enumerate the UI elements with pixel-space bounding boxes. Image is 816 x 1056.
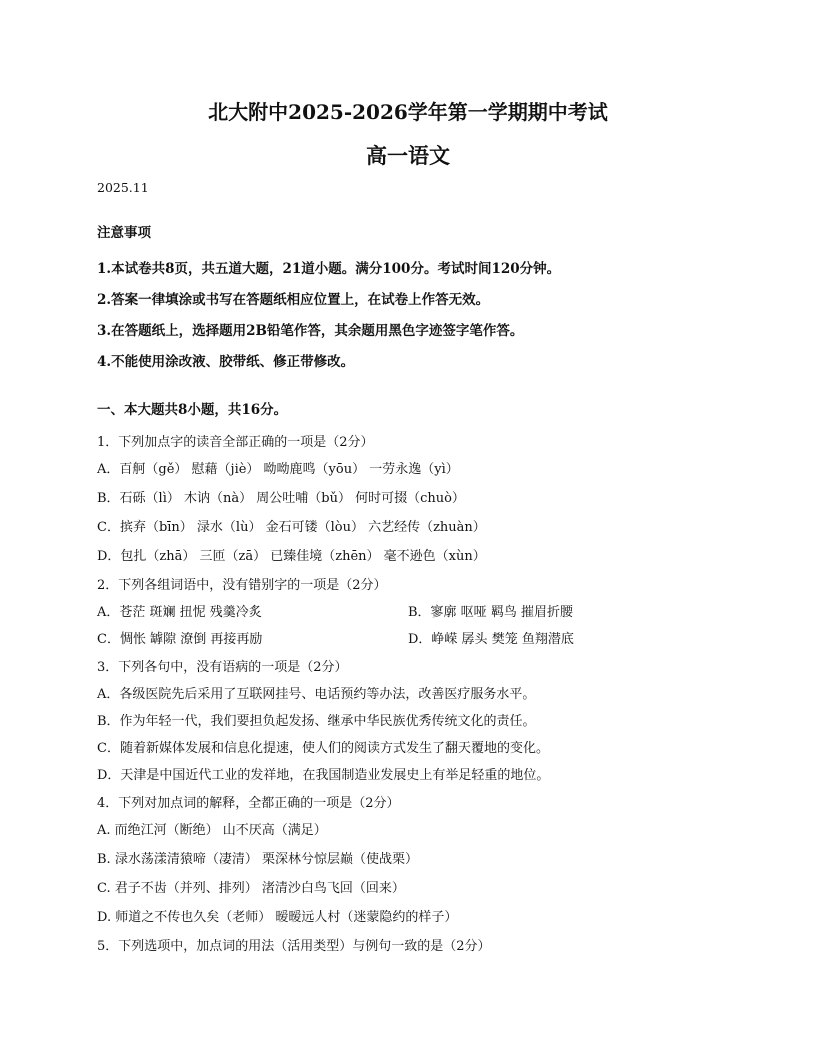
question-option: B．作为年轻一代，我们要担负起发扬、继承中华民族优秀传统文化的责任。	[97, 714, 536, 729]
question-option: B．石砾（lì） 木讷（nà） 周公吐哺（bǔ） 何时可掇（chuò）	[97, 491, 465, 506]
question-stem: 3．下列各句中，没有语病的一项是（2分）	[97, 660, 348, 675]
section-heading: 一、本大题共8小题，共16分。	[97, 402, 288, 418]
question-option: D．峥嵘 孱头 樊笼 鱼翔潜底	[408, 632, 574, 647]
subject-title: 高一语文	[366, 143, 450, 168]
notice-item: 2.答案一律填涂或书写在答题纸相应位置上，在试卷上作答无效。	[97, 292, 490, 308]
notice-item: 3.在答题纸上，选择题用2B铅笔作答，其余题用黑色字迹签字笔作答。	[97, 323, 524, 339]
question-option: C. 君子不齿（并列、排列） 渚清沙白鸟飞回（回来）	[97, 881, 405, 896]
question-option: B. 渌水荡漾清猿啼（凄清） 栗深林兮惊层巅（使战栗）	[97, 852, 418, 867]
notice-item: 4.不能使用涂改液、胶带纸、修正带修改。	[97, 354, 355, 370]
question-option: A．百舸（gě） 慰藉（jiè） 呦呦鹿鸣（yōu） 一劳永逸（yì）	[97, 462, 459, 477]
exam-date: 2025.11	[97, 180, 149, 195]
question-option: D．天津是中国近代工业的发祥地，在我国制造业发展史上有举足轻重的地位。	[97, 768, 550, 783]
question-option: A. 而绝江河（断绝） 山不厌高（满足）	[97, 823, 327, 838]
exam-title: 北大附中2025-2026学年第一学期期中考试	[208, 100, 608, 124]
question-stem: 5．下列选项中，加点词的用法（活用类型）与例句一致的是（2分）	[97, 939, 491, 954]
question-option: C．惆怅 罅隙 潦倒 再接再励	[97, 632, 263, 647]
question-option: C．摈弃（bīn） 渌水（lù） 金石可镂（lòu） 六艺经传（zhuàn）	[97, 520, 486, 535]
notice-item: 1.本试卷共8页，共五道大题，21道小题。满分100分。考试时间120分钟。	[97, 261, 561, 277]
question-option: A．各级医院先后采用了互联网挂号、电话预约等办法，改善医疗服务水平。	[97, 687, 536, 702]
question-option: C．随着新媒体发展和信息化提速，使人们的阅读方式发生了翻天覆地的变化。	[97, 741, 549, 756]
question-stem: 1．下列加点字的读音全部正确的一项是（2分）	[97, 435, 374, 450]
question-stem: 2．下列各组词语中，没有错别字的一项是（2分）	[97, 578, 387, 593]
notice-heading: 注意事项	[97, 225, 151, 241]
question-option: B．寥廓 呕哑 羁鸟 摧眉折腰	[408, 605, 573, 620]
question-option: A．苍茫 斑斓 扭怩 残羹冷炙	[97, 605, 262, 620]
question-option: D．包扎（zhā） 三匝（zā） 已臻佳境（zhēn） 毫不逊色（xùn）	[97, 549, 486, 564]
question-stem: 4．下列对加点词的解释，全都正确的一项是（2分）	[97, 796, 400, 811]
question-option: D. 师道之不传也久矣（老师） 暧暧远人村（迷蒙隐约的样子）	[97, 910, 458, 925]
